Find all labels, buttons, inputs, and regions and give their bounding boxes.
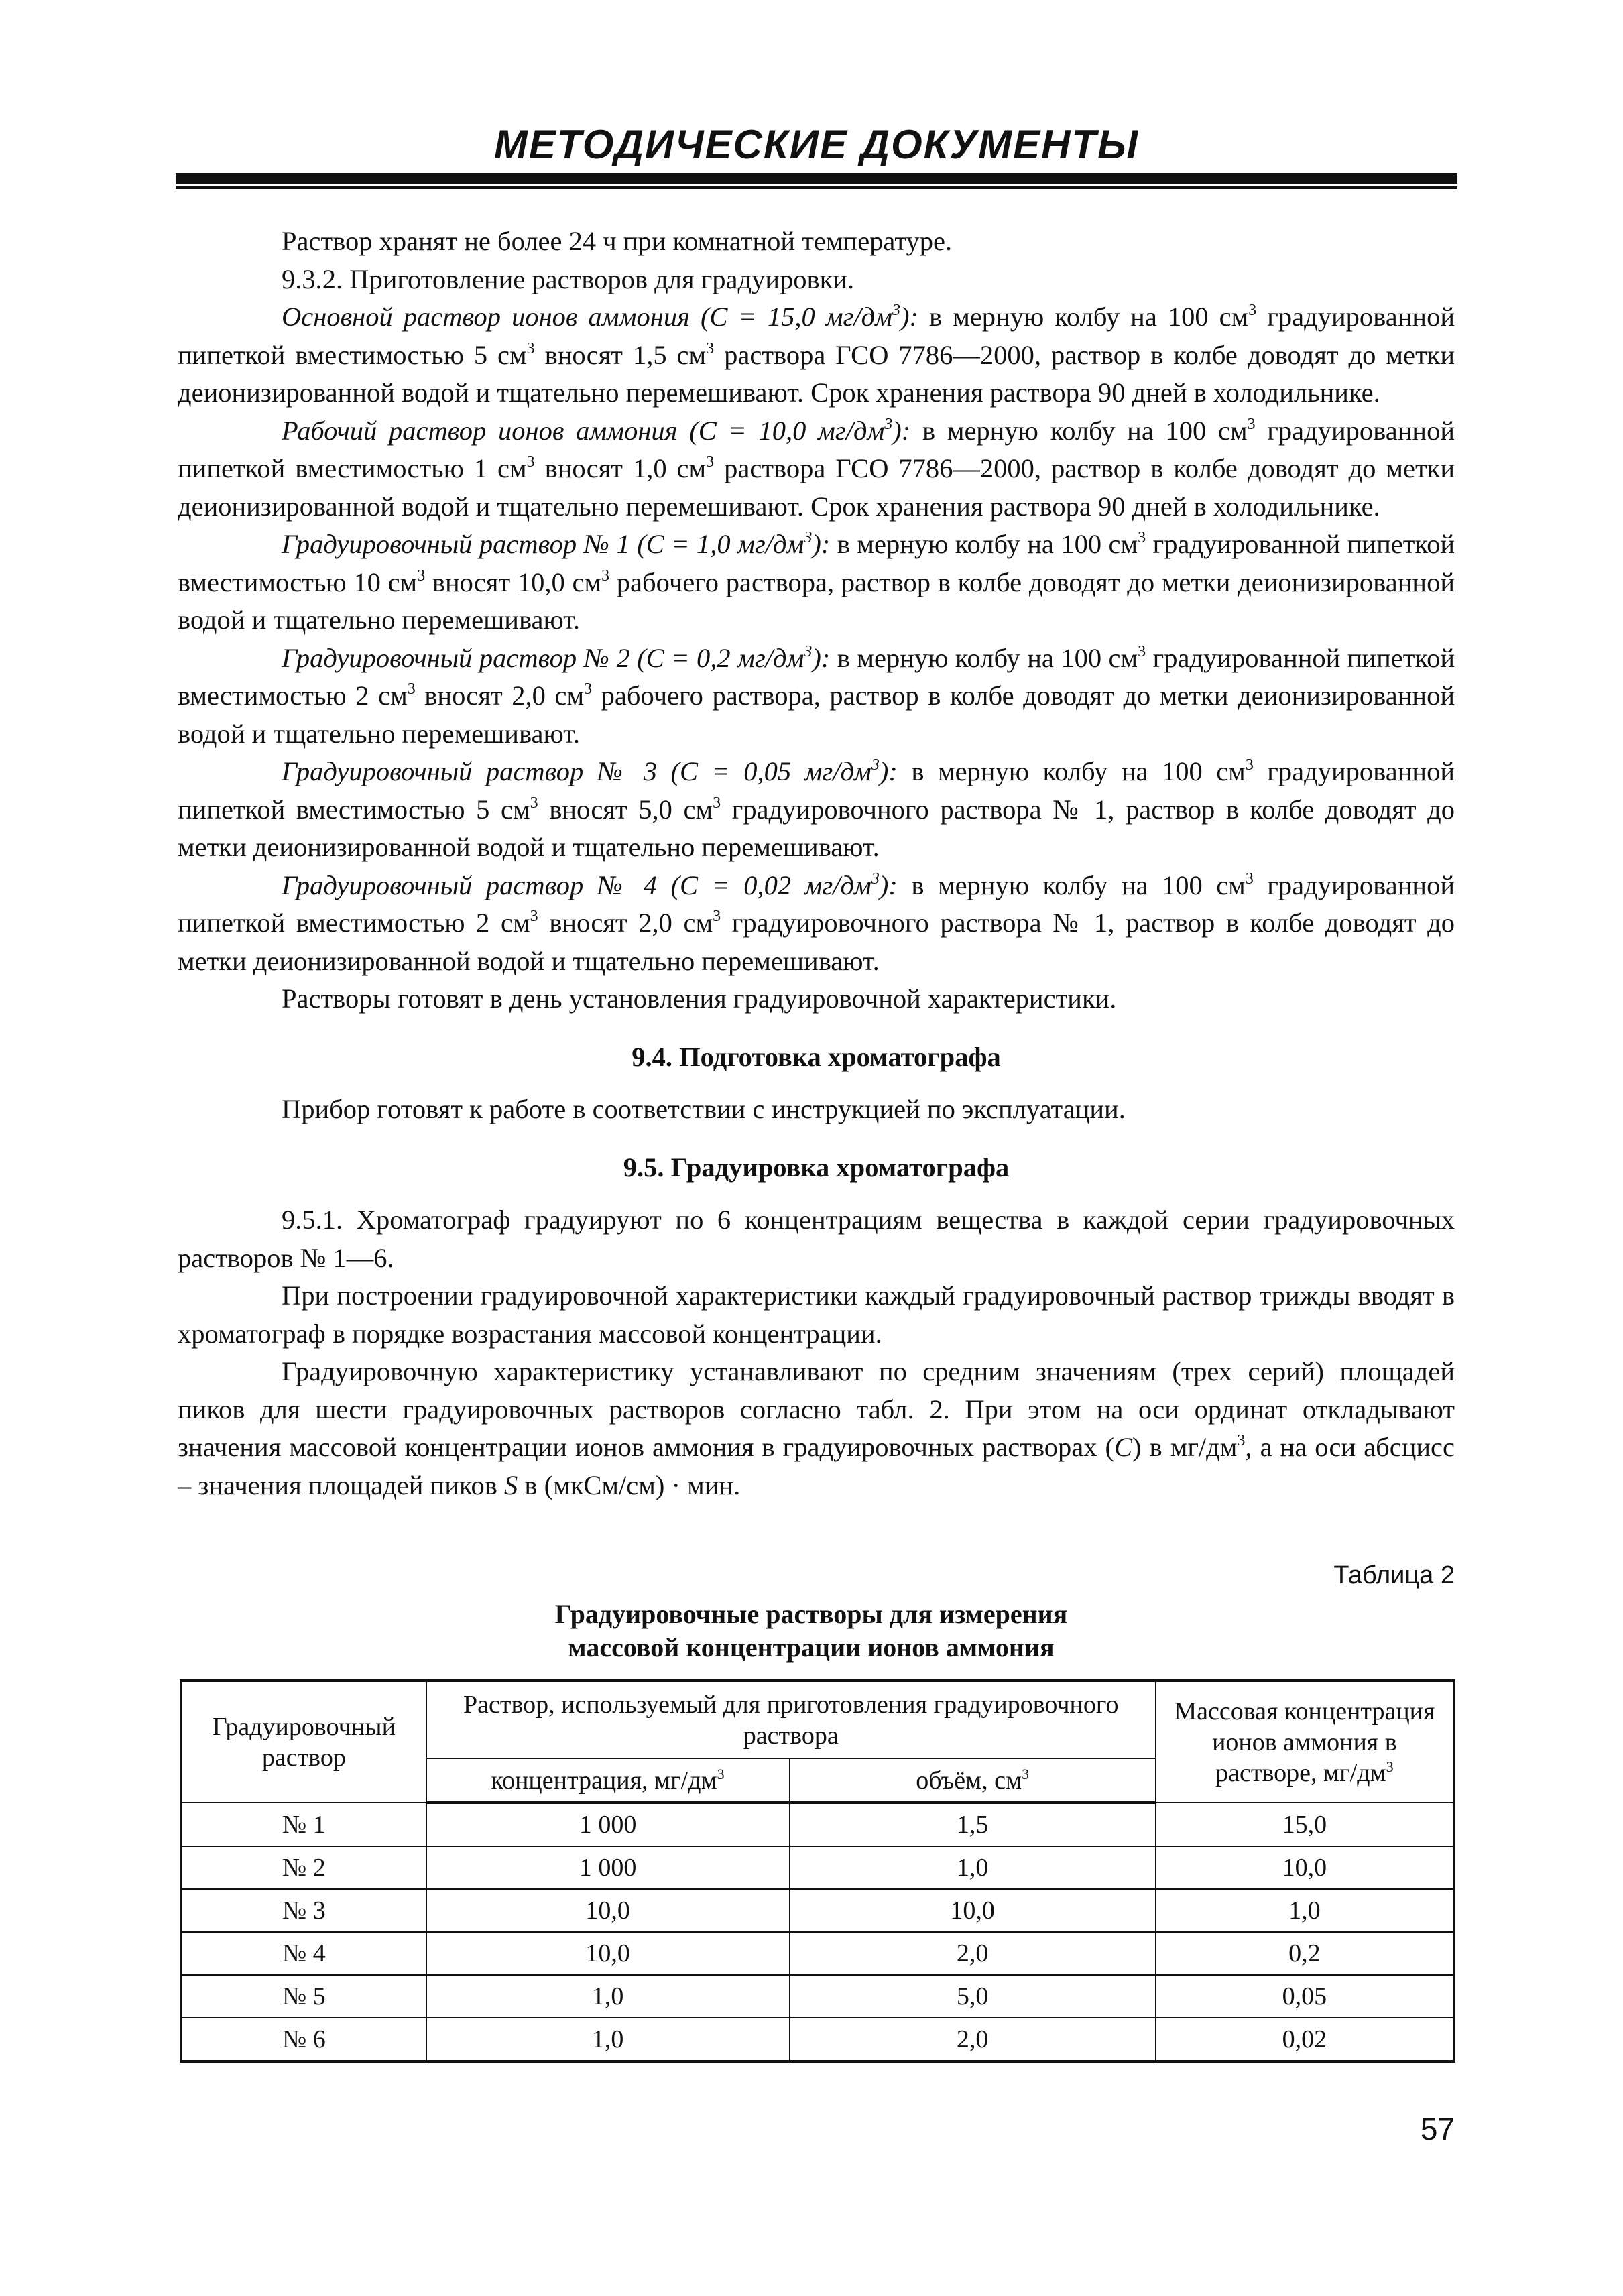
cell-conc: 1 000 bbox=[426, 1846, 790, 1889]
cell-vol: 10,0 bbox=[790, 1889, 1156, 1932]
cell-conc: 1,0 bbox=[426, 2018, 790, 2061]
head-concentration: концентрация, $мг/дм^3$ bbox=[426, 1758, 790, 1803]
cell-mass: 1,0 bbox=[1156, 1889, 1454, 1932]
paragraph-prep-day: Растворы готовят в день установления градуировочной характеристики. bbox=[282, 983, 1117, 1014]
header-rule-thick bbox=[176, 173, 1457, 184]
paragraph-cal-3: Градуировочный раствор № 3 (С = 0,05 $мг/дм^3$): в мерную колбу на 100 $см^3$ градуированной пипеткой вместимостью 5 $см^3$ вносят 5,0 $см^3$ градуировочного раствора № 1, раствор в колбе доводят до метки деионизированной водой и тщательно перемешивают. bbox=[178, 756, 1455, 862]
table-row bbox=[181, 2018, 1454, 2061]
cell-vol: 2,0 bbox=[790, 2018, 1156, 2061]
table-row bbox=[181, 1932, 1454, 1975]
calibration-table bbox=[180, 1679, 1455, 2063]
paragraph-951: 9.5.1. Хроматограф градуируют по 6 концентрациям вещества в каждой серии градуировочных растворов № 1—6. bbox=[178, 1205, 1455, 1273]
paragraph-basic-solution: Основной раствор ионов аммония (С = 15,0 $мг/дм^3$): в мерную колбу на 100 $см^3$ градуированной пипеткой вместимостью 5 $см^3$ вносят 1,5 $см^3$ раствора ГСО 7786—2000, раствор в колбе доводят до метки деионизированной водой и тщательно перемешивают. Срок хранения раствора 90 дней в холодильнике. bbox=[178, 302, 1455, 408]
table-label: Таблица 2 bbox=[1333, 1561, 1455, 1589]
table-row bbox=[181, 1889, 1454, 1932]
cell-mass: 0,05 bbox=[1156, 1975, 1454, 2018]
body-text bbox=[178, 223, 1455, 1504]
head-used-solution: Раствор, используемый для приготовления градуировочного раствора bbox=[426, 1681, 1156, 1758]
table-row bbox=[181, 1803, 1454, 1846]
header-rule-thin bbox=[176, 186, 1457, 189]
cal-2-label: Градуировочный раствор № 2 (С = 0,2 $мг/дм^3$): bbox=[282, 642, 831, 673]
paragraph-subhead-932: 9.3.2. Приготовление растворов для градуировки. bbox=[282, 263, 855, 294]
paragraph-working-solution: Рабочий раствор ионов аммония (С = 10,0 $мг/дм^3$): в мерную колбу на 100 $см^3$ градуированной пипеткой вместимостью 1 $см^3$ вносят 1,0 $см^3$ раствора ГСО 7786—2000, раствор в колбе доводят до метки деионизированной водой и тщательно перемешивают. Срок хранения раствора 90 дней в холодильнике. bbox=[178, 415, 1455, 522]
cell-mass: 0,2 bbox=[1156, 1932, 1454, 1975]
table-row bbox=[181, 1975, 1454, 2018]
paragraph-storage: Раствор хранят не более 24 ч при комнатной температуре. bbox=[282, 226, 953, 256]
cell-name: № 3 bbox=[181, 1889, 426, 1932]
cell-mass: 10,0 bbox=[1156, 1846, 1454, 1889]
paragraph-characteristic: Градуировочную характеристику устанавливают по средним значениям (трех серий) площадей пиков для шести градуировочных растворов согласно табл. 2. При этом на оси ординат откладывают значения массовой концентрации ионов аммония в градуировочных растворах (C) в $мг/дм^3$, а на оси абсцисс – значения площадей пиков S в (мкСм/см) · мин. bbox=[178, 1356, 1455, 1500]
paragraph-build: При построении градуировочной характеристики каждый градуировочный раствор трижды вводят в хроматограф в порядке возрастания массовой концентрации. bbox=[178, 1280, 1455, 1349]
section-95-title: 9.5. Градуировка хроматографа bbox=[623, 1152, 1010, 1183]
section-94-title: 9.4. Подготовка хроматографа bbox=[632, 1041, 1001, 1072]
paragraph-cal-1: Градуировочный раствор № 1 (С = 1,0 $мг/дм^3$): в мерную колбу на 100 $см^3$ градуированной пипеткой вместимостью 10 $см^3$ вносят 10,0 $см^3$ рабочего раствора, раствор в колбе доводят до метки деионизированной водой и тщательно перемешивают. bbox=[178, 529, 1455, 635]
head-mass-conc: Массовая концентрация ионов аммония в растворе, $мг/дм^3$ bbox=[1156, 1681, 1454, 1803]
cal-1-label: Градуировочный раствор № 1 (С = 1,0 $мг/дм^3$): bbox=[282, 529, 831, 559]
paragraph-cal-2: Градуировочный раствор № 2 (С = 0,2 $мг/дм^3$): в мерную колбу на 100 $см^3$ градуированной пипеткой вместимостью 2 $см^3$ вносят 2,0 $см^3$ рабочего раствора, раствор в колбе доводят до метки деионизированной водой и тщательно перемешивают. bbox=[178, 642, 1455, 749]
cal-4-label: Градуировочный раствор № 4 (С = 0,02 $мг/дм^3$): bbox=[282, 869, 898, 900]
cell-name: № 6 bbox=[181, 2018, 426, 2061]
paragraph-sec94: Прибор готовят к работе в соответствии с инструкцией по эксплуатации. bbox=[282, 1094, 1126, 1124]
table-row bbox=[181, 1846, 1454, 1889]
cell-name: № 2 bbox=[181, 1846, 426, 1889]
cell-vol: 5,0 bbox=[790, 1975, 1156, 2018]
page-number: 57 bbox=[1420, 2112, 1455, 2147]
cell-vol: 1,5 bbox=[790, 1803, 1156, 1846]
working-solution-label: Рабочий раствор ионов аммония (С = 10,0 $мг/дм^3$): bbox=[282, 415, 911, 446]
cell-mass: 0,02 bbox=[1156, 2018, 1454, 2061]
table-title: Градуировочные растворы для измерения массовой концентрации ионов аммония bbox=[554, 1599, 1068, 1663]
cell-conc: 1,0 bbox=[426, 1975, 790, 2018]
cell-name: № 1 bbox=[181, 1803, 426, 1846]
head-volume: объём, $см^3$ bbox=[790, 1758, 1156, 1803]
head-solution: Градуировочный раствор bbox=[181, 1681, 426, 1803]
running-header: МЕТОДИЧЕСКИЕ ДОКУМЕНТЫ bbox=[493, 122, 1140, 167]
cell-conc: 10,0 bbox=[426, 1932, 790, 1975]
cell-vol: 2,0 bbox=[790, 1932, 1156, 1975]
paragraph-cal-4: Градуировочный раствор № 4 (С = 0,02 $мг/дм^3$): в мерную колбу на 100 $см^3$ градуированной пипеткой вместимостью 2 $см^3$ вносят 2,0 $см^3$ градуировочного раствора № 1, раствор в колбе доводят до метки деионизированной водой и тщательно перемешивают. bbox=[178, 869, 1455, 976]
cell-vol: 1,0 bbox=[790, 1846, 1156, 1889]
cell-name: № 4 bbox=[181, 1932, 426, 1975]
cell-conc: 1 000 bbox=[426, 1803, 790, 1846]
cell-conc: 10,0 bbox=[426, 1889, 790, 1932]
cell-name: № 5 bbox=[181, 1975, 426, 2018]
basic-solution-label: Основной раствор ионов аммония (С = 15,0 $мг/дм^3$): bbox=[282, 302, 918, 332]
cell-mass: 15,0 bbox=[1156, 1803, 1454, 1846]
cal-3-label: Градуировочный раствор № 3 (С = 0,05 $мг/дм^3$): bbox=[282, 756, 898, 786]
